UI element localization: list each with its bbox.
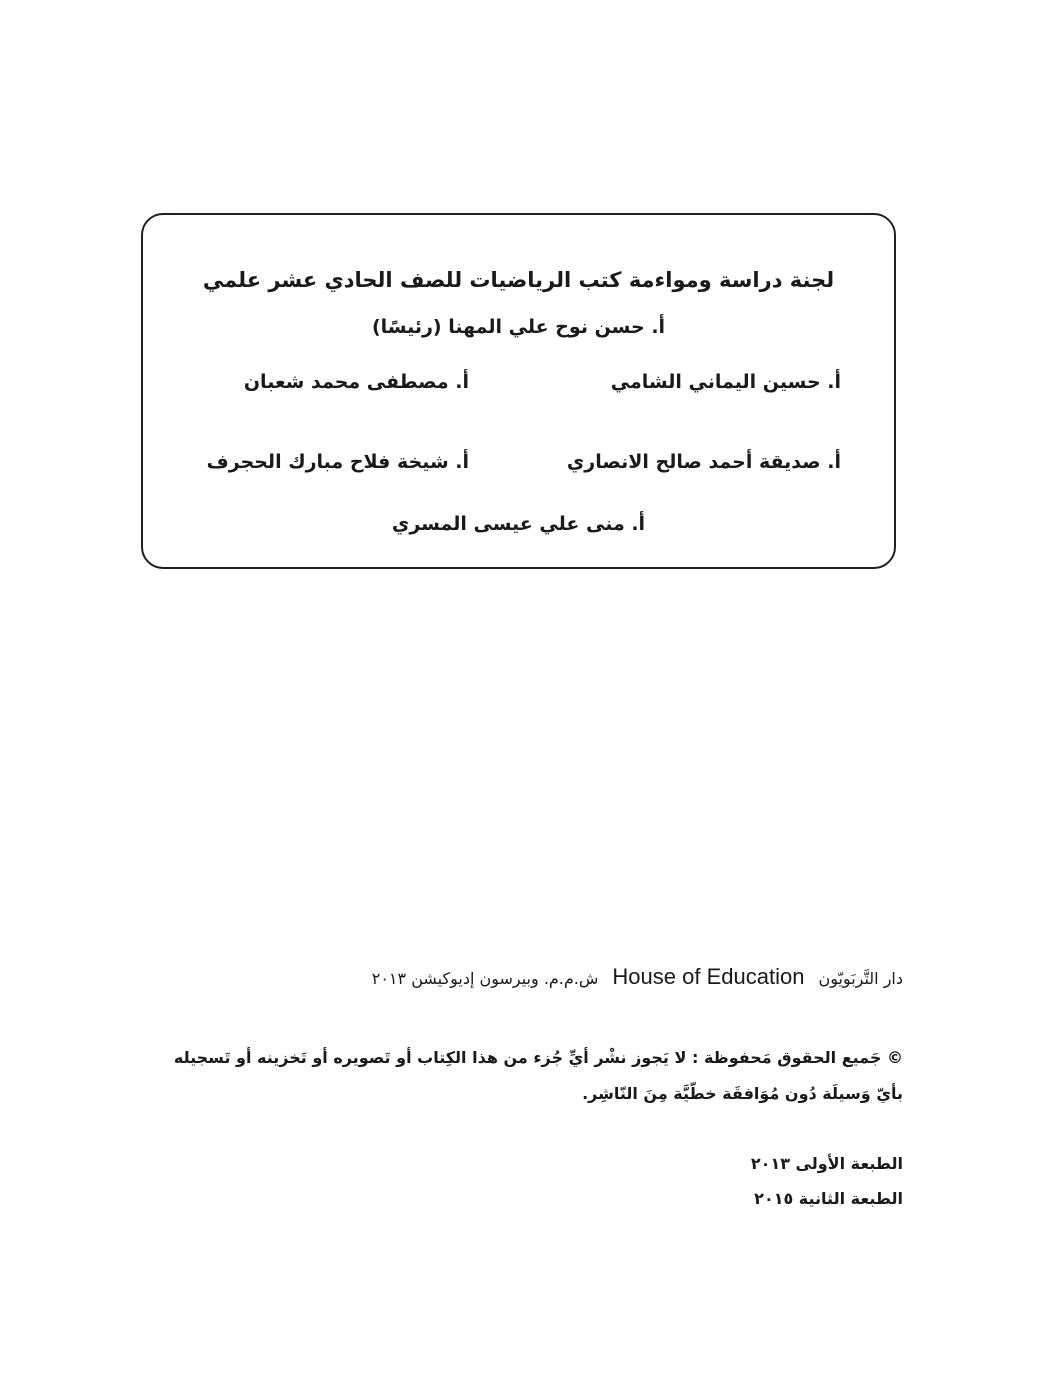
publisher-english-name: House of Education [612, 964, 805, 989]
publisher-suffix: ش.م.م. وبيرسون إديوكيشن ٢٠١٣ [371, 969, 599, 988]
copyright-notice: © جَميع الحقوق مَحفوظة : لا يَجوز نشْر أيِّ جُزء من هذا الكِتاب أو تَصويره أو تَخزينه أو تَسجيله بأيّ وَسيلَة دُون مُوَافقَة خطّيَّة مِنَ النّاشِر. [173, 1048, 903, 1103]
committee-chair: أ. حسن نوح علي المهنا (رئيسًا) [371, 316, 666, 338]
committee-member: أ. حسين اليماني الشامي [610, 371, 841, 393]
committee-member: أ. شيخة فلاح مبارك الحجرف [206, 451, 469, 473]
committee-title: لجنة دراسة ومواءمة كتب الرياضيات للصف الحادي عشر علمي [202, 268, 835, 292]
publisher-line [372, 964, 903, 990]
committee-member: أ. مصطفى محمد شعبان [243, 371, 469, 393]
edition-first: الطبعة الأولى ٢٠١٣ [750, 1154, 903, 1173]
edition-second: الطبعة الثانية ٢٠١٥ [754, 1189, 903, 1208]
committee-member: أ. منى علي عيسى المسري [391, 513, 646, 535]
publisher-arabic-name: دار التَّربَويّون [818, 969, 903, 988]
committee-member: أ. صديقة أحمد صالح الانصاري [566, 451, 841, 473]
